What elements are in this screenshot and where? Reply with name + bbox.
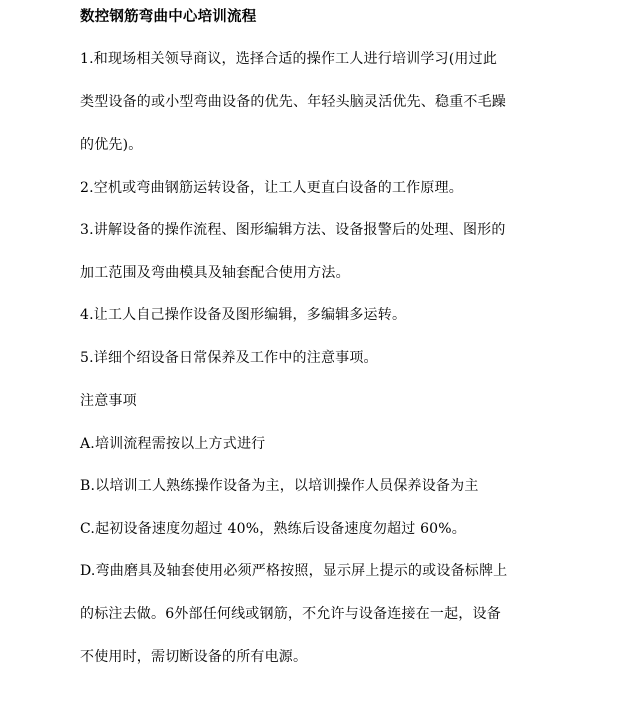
note-a: A.培训流程需按以上方式进行 [80, 436, 266, 452]
note-d-line-1: D.弯曲磨具及轴套使用必须严格按照，显示屏上提示的或设备标牌上 [80, 563, 508, 579]
paragraph-line-5: 3.讲解设备的操作流程、图形编辑方法、设备报警后的处理、图形的 [80, 222, 506, 238]
notes-heading: 注意事项 [80, 393, 137, 409]
paragraph-line-7: 4.让工人自己操作设备及图形编辑，多编辑多运转。 [80, 307, 407, 323]
paragraph-line-2: 类型设备的或小型弯曲设备的优先、年轻头脑灵活优先、稳重不毛躁 [80, 94, 506, 110]
note-c: C.起初设备速度勿超过 40%，熟练后设备速度勿超过 60%。 [80, 521, 466, 537]
paragraph-line-6: 加工范围及弯曲模具及轴套配合使用方法。 [80, 265, 350, 281]
document-title: 数控钢筋弯曲中心培训流程 [80, 8, 257, 25]
note-d-line-3: 不使用时，需切断设备的所有电源。 [80, 649, 308, 665]
note-b: B.以培训工人熟练操作设备为主，以培训操作人员保养设备为主 [80, 478, 479, 494]
paragraph-line-3: 的优先)。 [80, 137, 143, 153]
note-d-line-2: 的标注去做。6外部任何线或钢筋，不允许与设备连接在一起，设备 [80, 606, 501, 622]
paragraph-line-1: 1.和现场相关领导商议，选择合适的操作工人进行培训学习(用过此 [80, 51, 498, 67]
paragraph-line-8: 5.详细个绍设备日常保养及工作中的注意事项。 [80, 350, 378, 366]
paragraph-line-4: 2.空机或弯曲钢筋运转设备，让工人更直白设备的工作原理。 [80, 180, 463, 196]
